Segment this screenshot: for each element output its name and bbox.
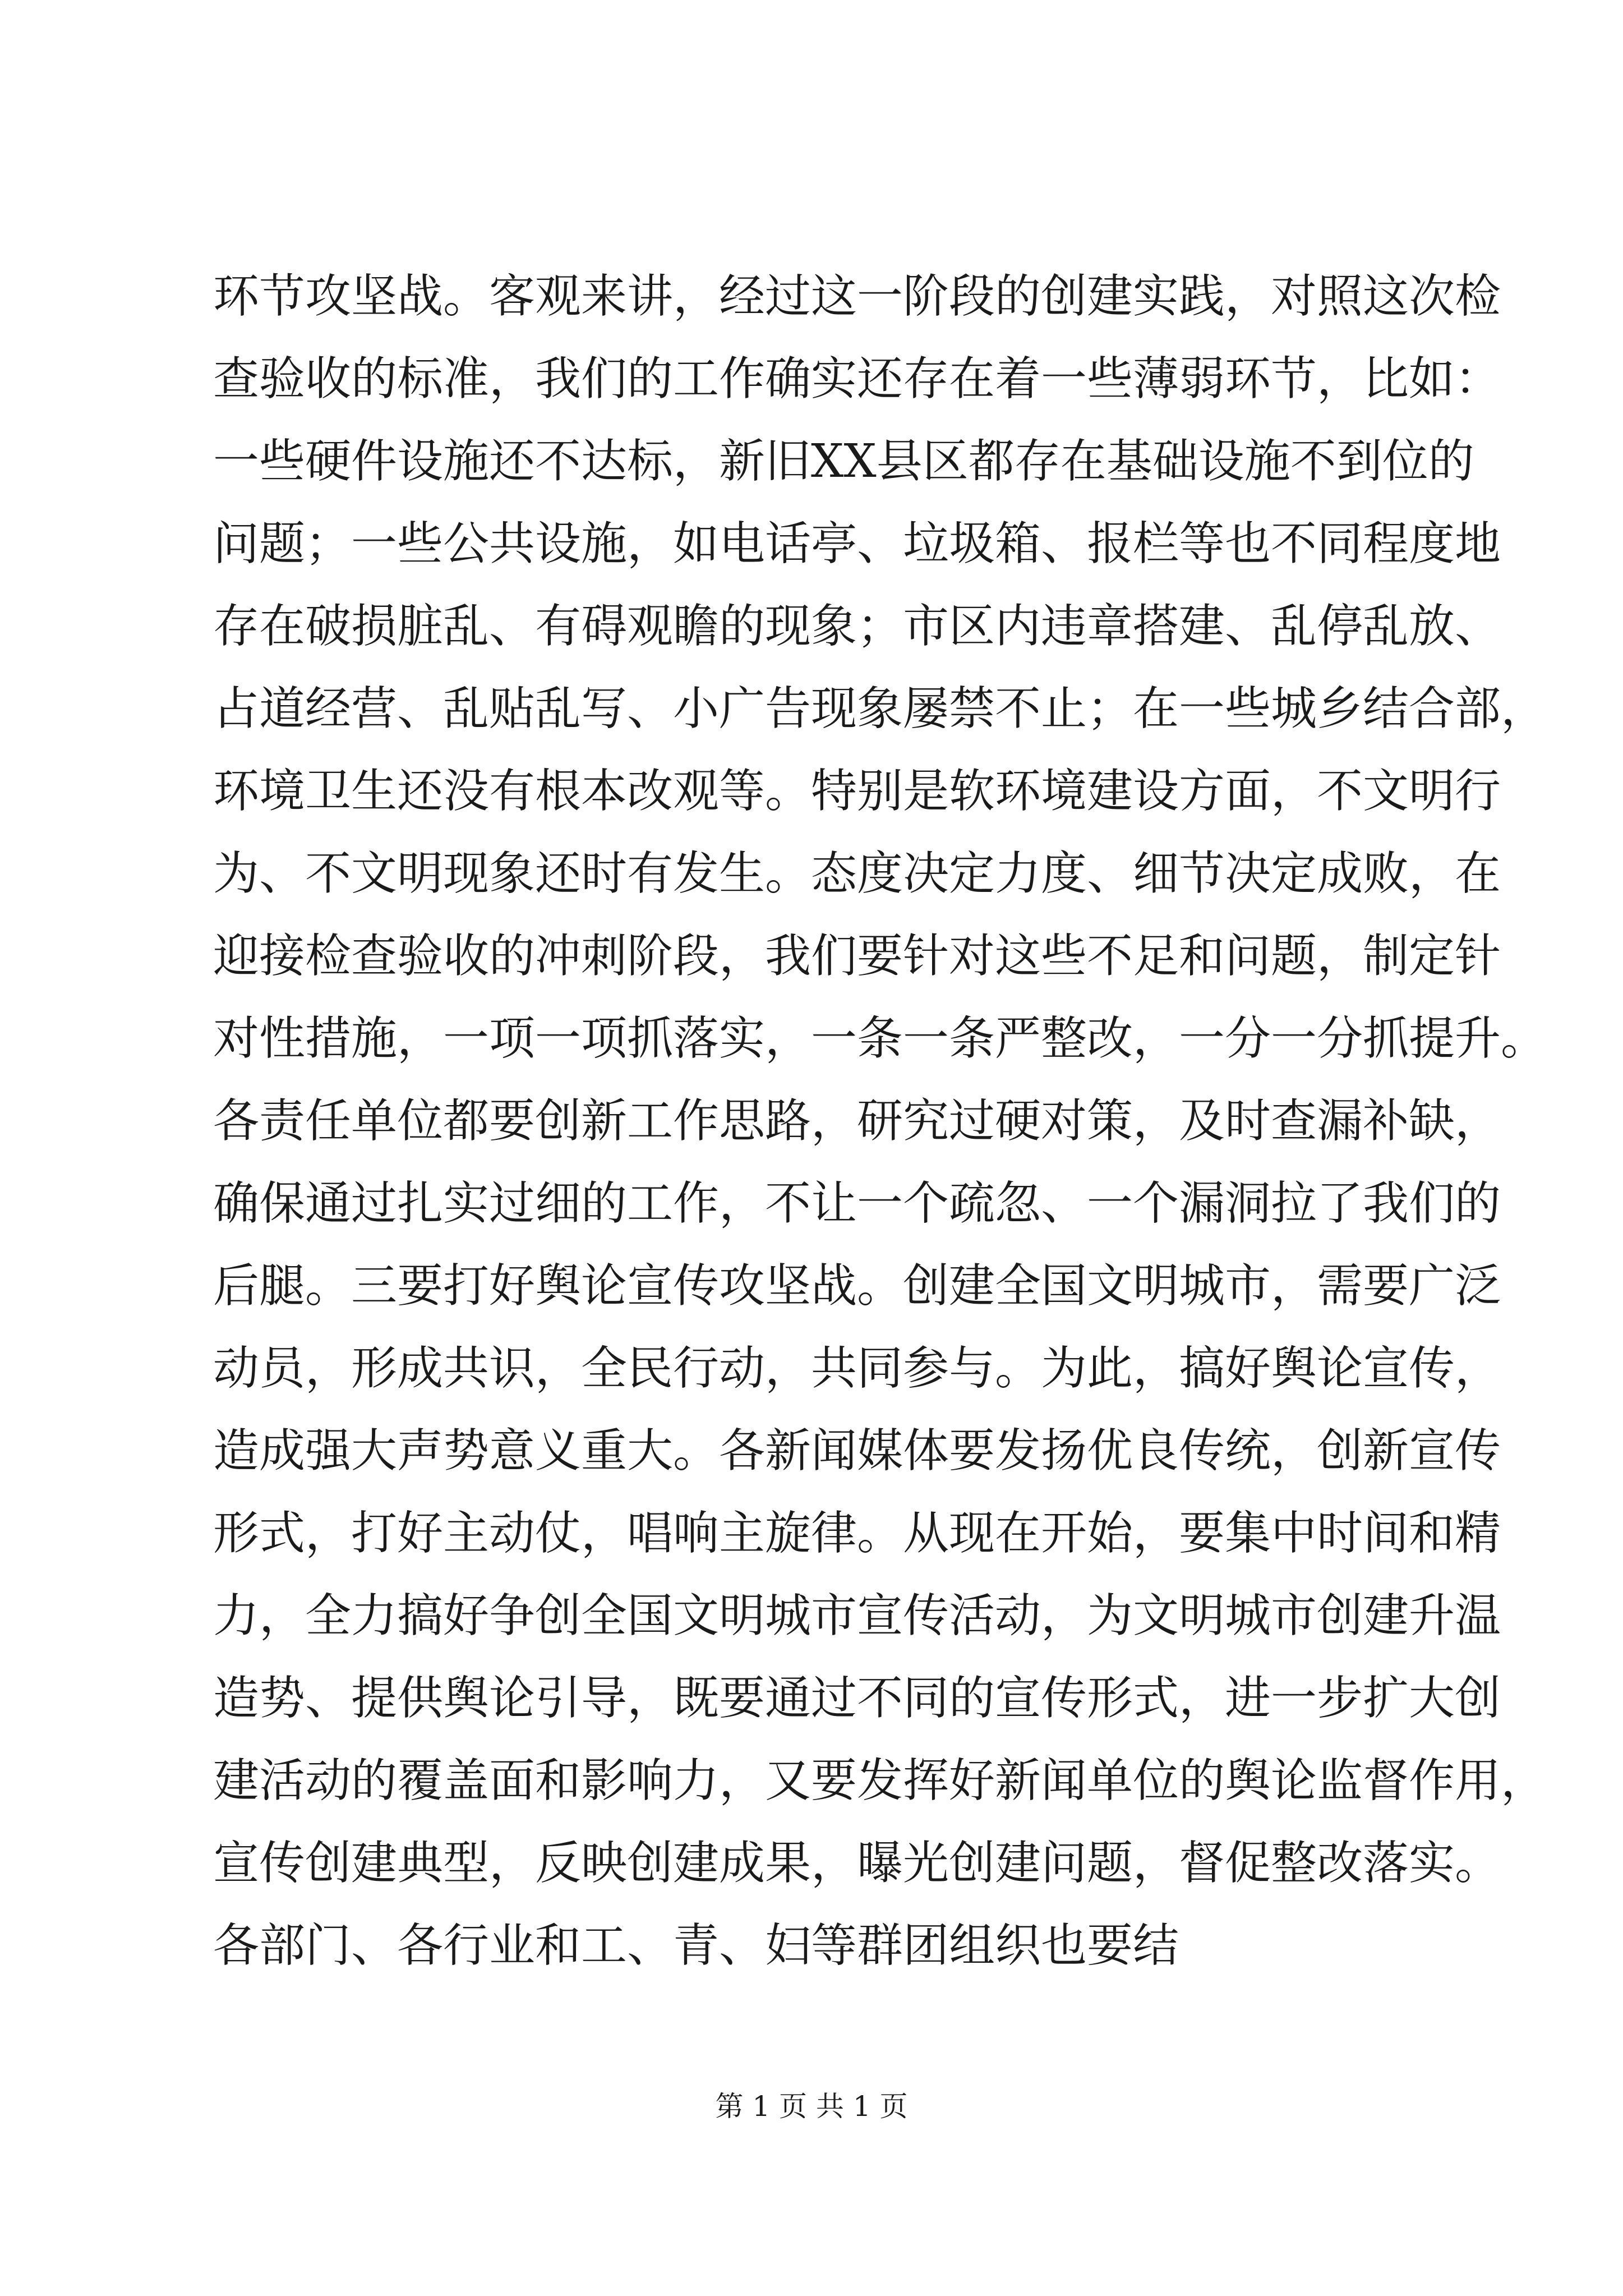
text-line: 确保通过扎实过细的工作，不让一个疏忽、一个漏洞拉了我们的 <box>213 1177 1501 1230</box>
text-line: 占道经营、乱贴乱写、小广告现象屡禁不止；在一些城乡结合部， <box>213 682 1547 735</box>
text-line: 各责任单位都要创新工作思路，研究过硬对策，及时查漏补缺， <box>213 1094 1501 1148</box>
text-line: 动员，形成共识，全民行动，共同参与。为此，搞好舆论宣传， <box>213 1342 1501 1395</box>
text-line: 建活动的覆盖面和影响力，又要发挥好新闻单位的舆论监督作用， <box>213 1754 1547 1807</box>
text-line: 迎接检查验收的冲刺阶段，我们要针对这些不足和问题，制定针 <box>213 930 1501 983</box>
text-line: 环节攻坚战。客观来讲，经过这一阶段的创建实践，对照这次检 <box>213 270 1501 323</box>
text-line: 问题；一些公共设施，如电话亭、垃圾箱、报栏等也不同程度地 <box>213 517 1501 570</box>
text-line: 对性措施，一项一项抓落实，一条一条严整改，一分一分抓提升。 <box>213 1012 1547 1065</box>
text-line: 为、不文明现象还时有发生。态度决定力度、细节决定成败，在 <box>213 847 1501 900</box>
text-line: 造成强大声势意义重大。各新闻媒体要发扬优良传统，创新宣传 <box>213 1424 1501 1478</box>
text-line: 环境卫生还没有根本改观等。特别是软环境建设方面，不文明行 <box>213 765 1501 818</box>
text-line: 查验收的标准，我们的工作确实还存在着一些薄弱环节，比如： <box>213 352 1501 406</box>
page-number-footer: 第 1 页 共 1 页 <box>715 2090 908 2123</box>
text-line: 宣传创建典型，反映创建成果，曝光创建问题，督促整改落实。 <box>213 1837 1501 1890</box>
text-line: 形式，打好主动仗，唱响主旋律。从现在开始，要集中时间和精 <box>213 1507 1501 1560</box>
text-line: 力，全力搞好争创全国文明城市宣传活动，为文明城市创建升温 <box>213 1589 1501 1642</box>
text-line: 各部门、各行业和工、青、妇等群团组织也要结 <box>213 1919 1179 1972</box>
text-line: 存在破损脏乱、有碍观瞻的现象；市区内违章搭建、乱停乱放、 <box>213 600 1501 653</box>
text-line: 造势、提供舆论引导，既要通过不同的宣传形式，进一步扩大创 <box>213 1672 1501 1725</box>
text-line: 后腿。三要打好舆论宣传攻坚战。创建全国文明城市，需要广泛 <box>213 1259 1501 1313</box>
text-line: 一些硬件设施还不达标，新旧XX县区都存在基础设施不到位的 <box>213 435 1474 488</box>
document-body <box>213 255 1547 1987</box>
